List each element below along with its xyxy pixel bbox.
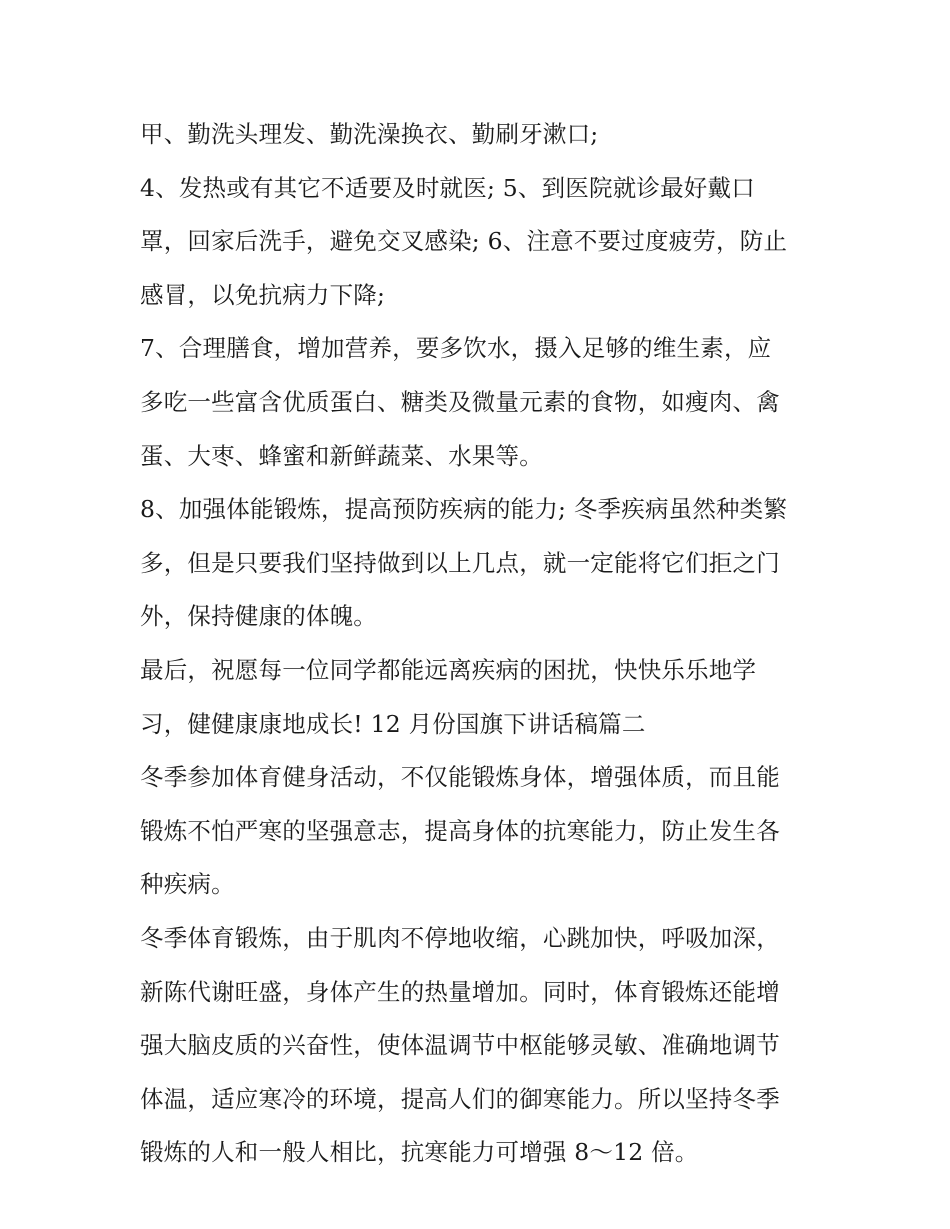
text-line: 感冒，以免抗病力下降;	[140, 280, 386, 309]
text-line: 体温，适应寒冷的环境，提高人们的御寒能力。所以坚持冬季	[140, 1084, 780, 1113]
text-line: 4、发热或有其它不适要及时就医; 5、到医院就诊最好戴口	[140, 173, 755, 202]
text-line: 罩，回家后洗手，避免交叉感染; 6、注意不要过度疲劳，防止	[140, 227, 788, 256]
text-line: 习，健健康康地成长! 12 月份国旗下讲话稿篇二	[140, 709, 646, 738]
text-line: 甲、勤洗头理发、勤洗澡换衣、勤刷牙漱口;	[140, 120, 599, 148]
text-line: 多，但是只要我们坚持做到以上几点，就一定能将它们拒之门	[140, 548, 780, 577]
text-line: 蛋、大枣、蜂蜜和新鲜蔬菜、水果等。	[140, 441, 543, 470]
text-line: 外，保持健康的体魄。	[140, 602, 377, 631]
text-line: 锻炼不怕严寒的坚强意志，提高身体的抗寒能力，防止发生各	[140, 816, 780, 845]
text-line: 强大脑皮质的兴奋性，使体温调节中枢能够灵敏、准确地调节	[140, 1031, 780, 1060]
text-line: 种疾病。	[140, 870, 235, 899]
text-line: 新陈代谢旺盛，身体产生的热量增加。同时，体育锻炼还能增	[140, 977, 780, 1006]
text-line: 冬季参加体育健身活动，不仅能锻炼身体，增强体质，而且能	[140, 763, 780, 792]
body-text	[140, 108, 812, 1180]
text-line: 多吃一些富含优质蛋白、糖类及微量元素的食物，如瘦肉、禽	[140, 387, 780, 416]
text-line: 7、合理膳食，增加营养，要多饮水，摄入足够的维生素，应	[140, 334, 772, 363]
text-line: 锻炼的人和一般人相比，抗寒能力可增强 8～12 倍。	[140, 1138, 699, 1167]
text-line: 8、加强体能锻炼，提高预防疾病的能力; 冬季疾病虽然种类繁	[140, 495, 788, 524]
text-line: 最后，祝愿每一位同学都能远离疾病的困扰，快快乐乐地学	[140, 655, 757, 684]
text-line: 冬季体育锻炼，由于肌肉不停地收缩，心跳加快，呼吸加深，	[140, 923, 780, 952]
